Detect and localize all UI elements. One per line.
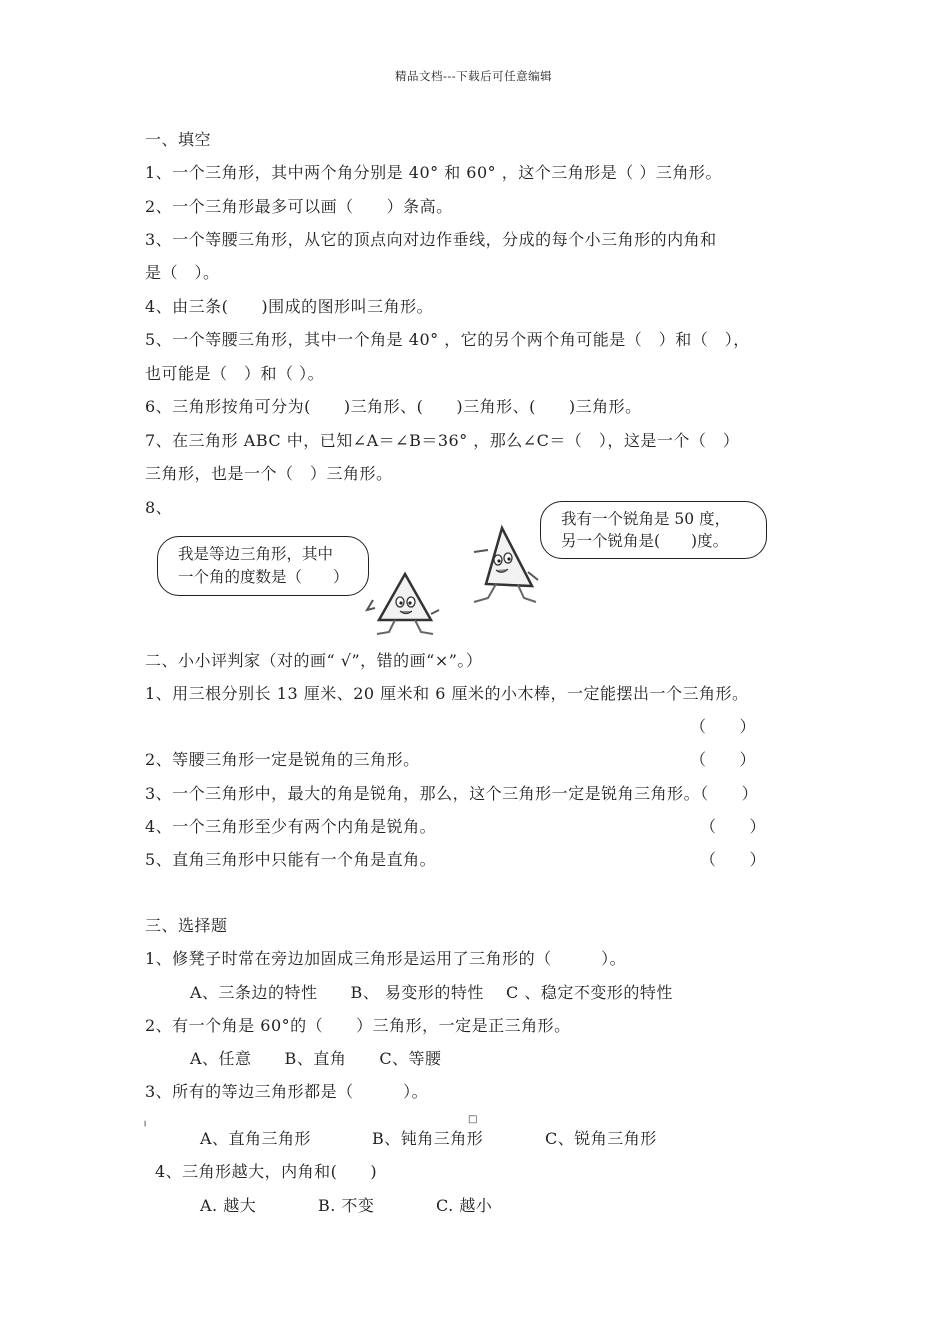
speech-bubble-right-line-1: 我有一个锐角是 50 度， <box>561 510 731 528</box>
page-header: 精品文档---下载后可任意编辑 <box>395 69 553 83</box>
right-triangle-character-icon <box>468 524 544 610</box>
speech-bubble-left <box>157 536 369 596</box>
question-1-1: 1、一个三角形，其中两个角分别是 40° 和 60° ，这个三角形是（ ）三角形。 <box>145 163 722 182</box>
question-1-3-line-2: 是（ ）。 <box>145 263 220 282</box>
choice-3: 3、所有的等边三角形都是（ ）。 <box>145 1082 429 1101</box>
choice-3-option-c: C、锐角三角形 <box>545 1129 657 1148</box>
question-1-3-line-1: 3、一个等腰三角形，从它的顶点向对边作垂线，分成的每个小三角形的内角和 <box>145 230 717 249</box>
choice-2-options: A、任意 B、直角 C、等腰 <box>190 1049 442 1068</box>
question-1-5-line-2: 也可能是（ ）和（ ）。 <box>145 364 325 383</box>
speech-bubble-left-line-1: 我是等边三角形，其中 <box>178 545 334 563</box>
judge-5-answer[interactable]: （ ） <box>700 850 767 869</box>
choice-4: 4、三角形越大，内角和( ) <box>155 1162 378 1181</box>
choice-1-options: A、三条边的特性 B、 易变形的特性 C 、稳定不变形的特性 <box>190 983 673 1002</box>
question-1-4: 4、由三条( )围成的图形叫三角形。 <box>145 297 434 316</box>
judge-4: 4、一个三角形至少有两个内角是锐角。 <box>145 817 437 836</box>
judge-5: 5、直角三角形中只能有一个角是直角。 <box>145 850 437 869</box>
choice-4-option-a: A. 越大 <box>200 1196 257 1215</box>
choice-4-option-c: C. 越小 <box>436 1196 493 1215</box>
question-1-5-line-1: 5、一个等腰三角形，其中一个角是 40° ，它的另个两个角可能是（ ）和（ ）， <box>145 330 750 349</box>
judge-2: 2、等腰三角形一定是锐角的三角形。 <box>145 750 420 769</box>
speech-bubble-right-line-2: 另一个锐角是( )度。 <box>561 532 729 550</box>
judge-4-answer[interactable]: （ ） <box>700 817 767 836</box>
section-1-title: 一、填空 <box>145 130 212 149</box>
choice-2: 2、有一个角是 60°的（ ）三角形，一定是正三角形。 <box>145 1016 571 1035</box>
scan-mark-right: □ <box>468 1114 478 1125</box>
choice-4-option-b: B. 不变 <box>318 1196 375 1215</box>
speech-bubble-right <box>540 501 767 559</box>
choice-3-option-a: A、直角三角形 <box>200 1129 312 1148</box>
judge-3: 3、一个三角形中，最大的角是锐角，那么，这个三角形一定是锐角三角形。（ ） <box>145 784 759 803</box>
judge-1-answer[interactable]: （ ） <box>690 717 757 736</box>
speech-bubble-left-line-2: 一个角的度数是（ ） <box>178 568 349 586</box>
question-1-8: 8、 <box>145 498 173 517</box>
equilateral-triangle-character-icon <box>365 570 445 638</box>
choice-3-option-b: B、钝角三角形 <box>372 1129 484 1148</box>
question-1-7-line-1: 7、在三角形 ABC 中，已知∠A＝∠B＝36° ，那么∠C＝（ ），这是一个（ ） <box>145 431 740 450</box>
section-3-title: 三、选择题 <box>145 916 228 935</box>
judge-2-answer[interactable]: （ ） <box>690 750 757 769</box>
section-2-title: 二、小小评判家（对的画“ √”，错的画“×”。） <box>145 651 483 670</box>
question-1-6: 6、三角形按角可分为( )三角形、( )三角形、( )三角形。 <box>145 397 642 416</box>
question-1-8-line-2: 三角形，也是一个（ ）三角形。 <box>145 464 393 483</box>
judge-1: 1、用三根分别长 13 厘米、20 厘米和 6 厘米的小木棒，一定能摆出一个三角形。 <box>145 684 749 703</box>
choice-1: 1、修凳子时常在旁边加固成三角形是运用了三角形的（ ）。 <box>145 949 627 968</box>
scan-mark-left: ╷ <box>142 1116 149 1127</box>
question-1-2: 2、一个三角形最多可以画（ ）条高。 <box>145 197 453 216</box>
